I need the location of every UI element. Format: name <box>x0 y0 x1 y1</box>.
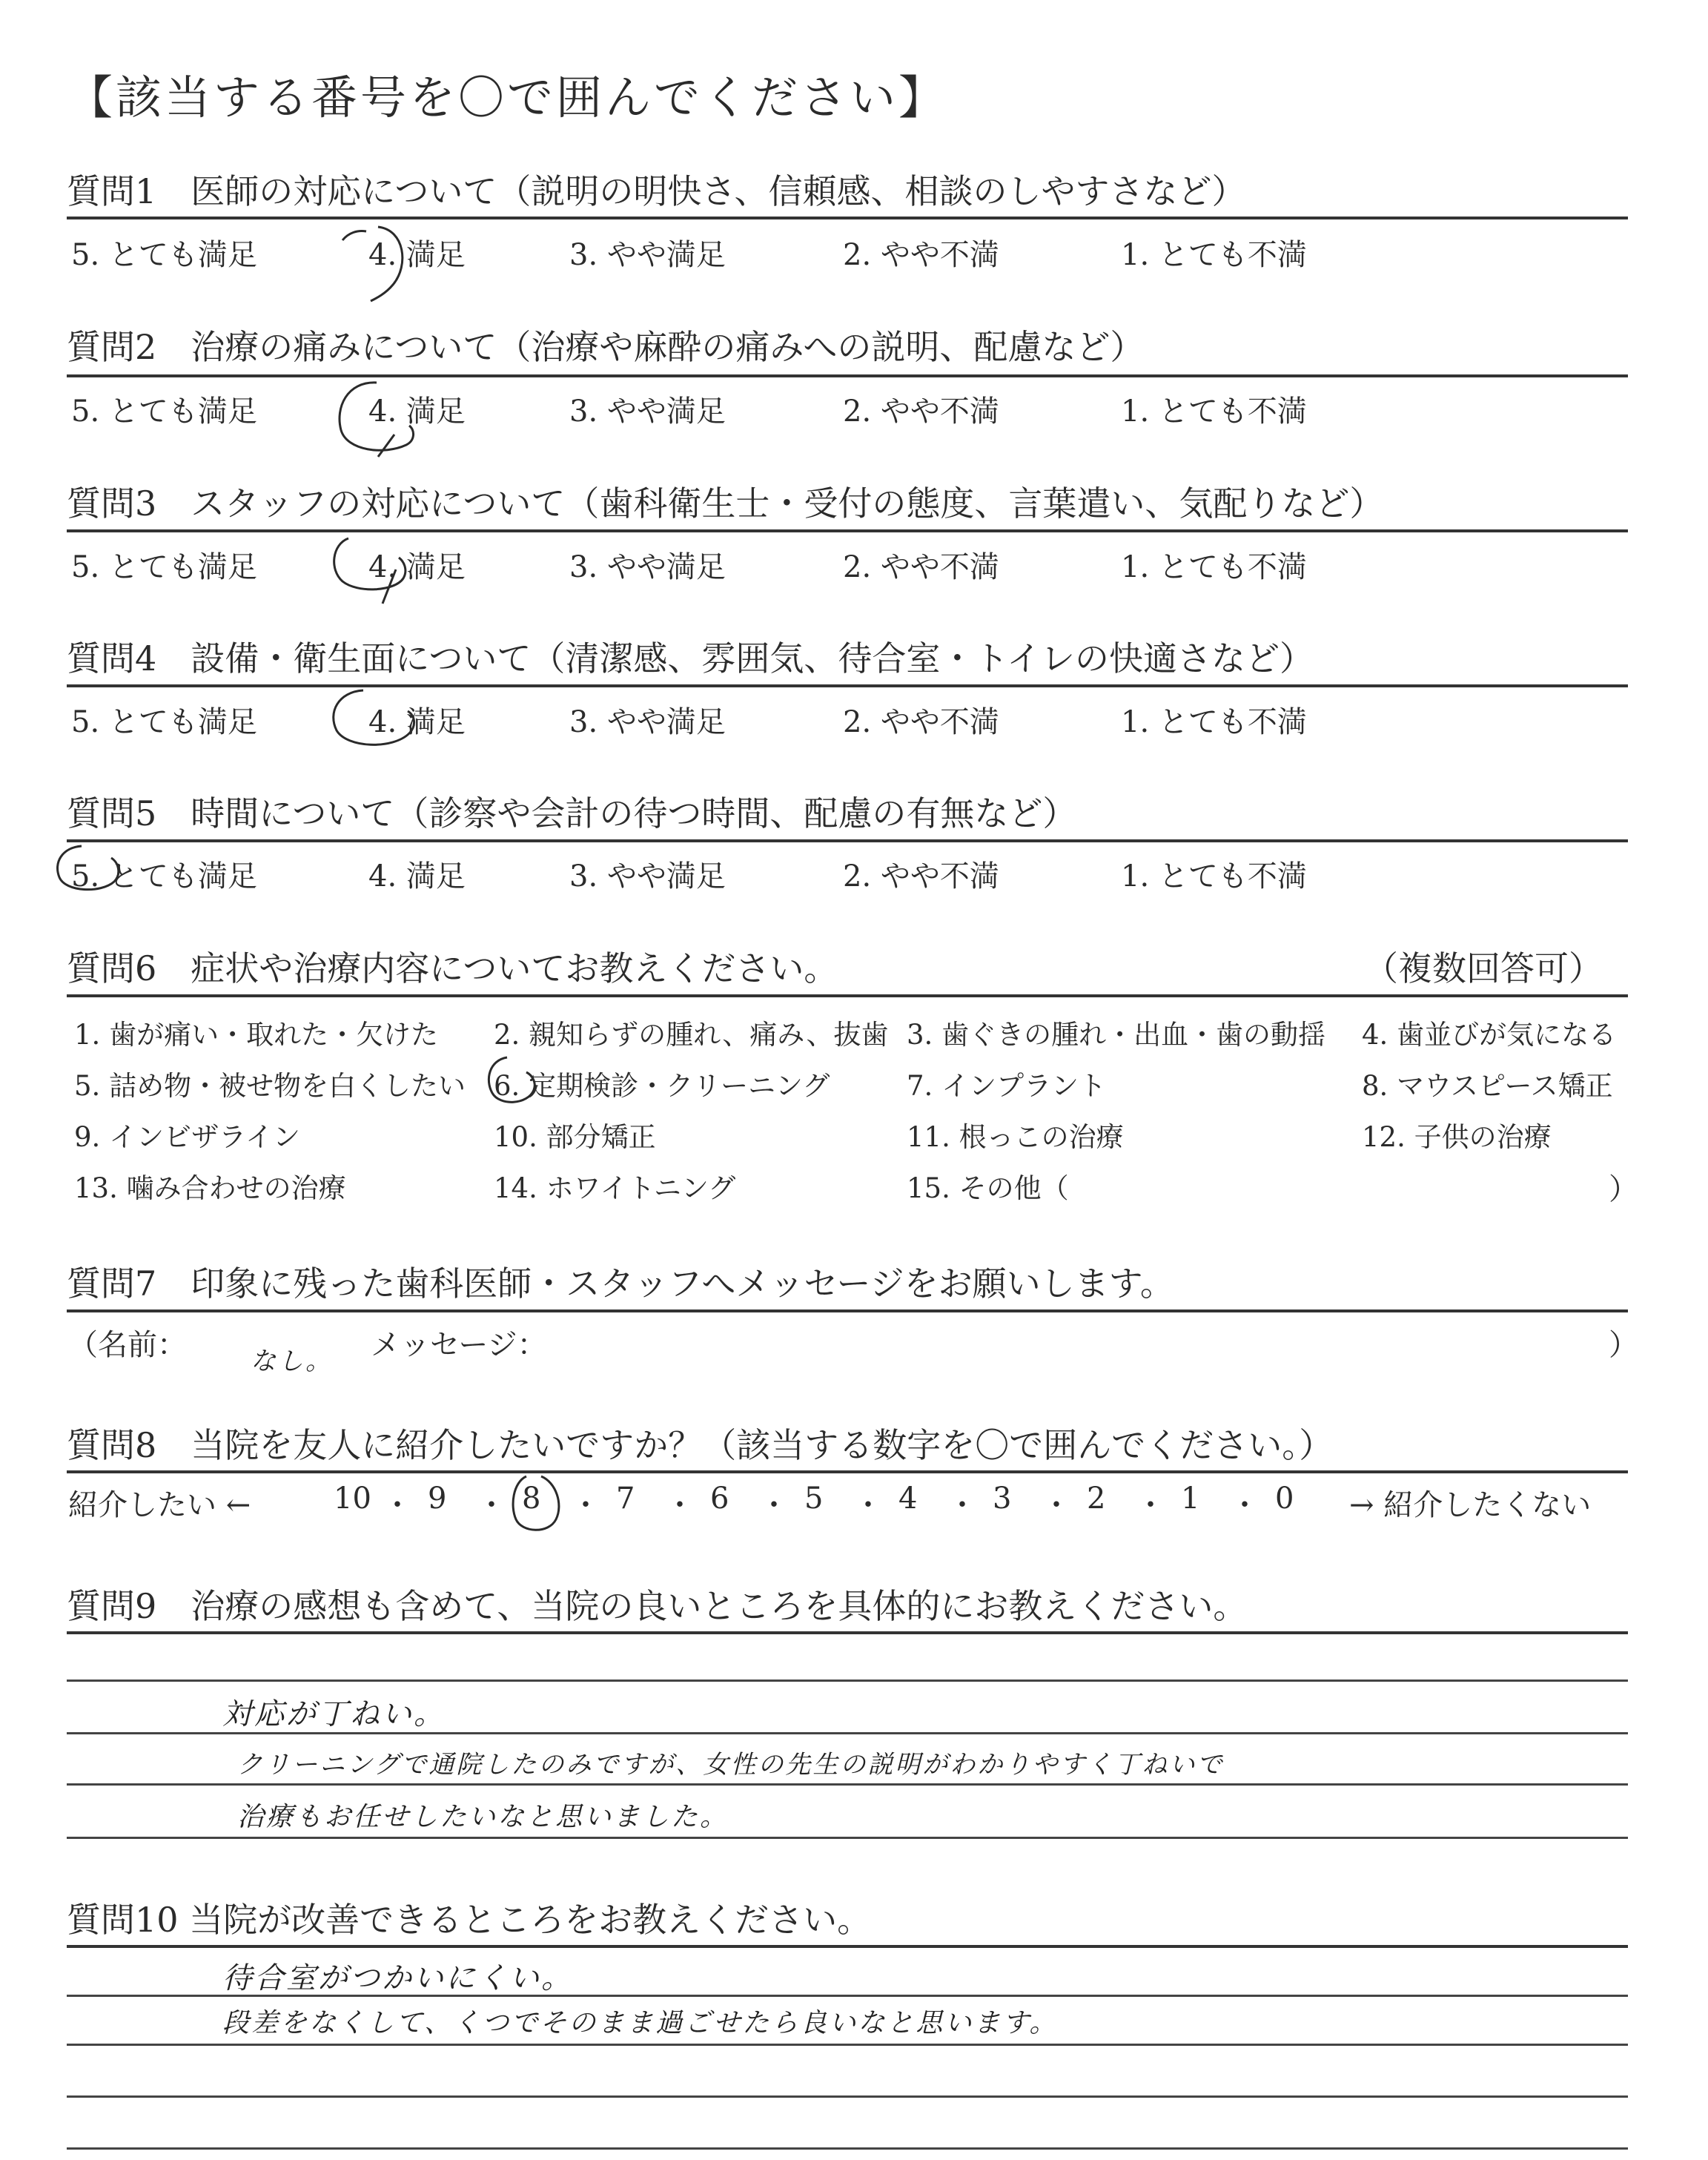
q9-answer-text-1: 対応が丁ねい。 <box>222 1697 446 1731</box>
q8-scale-separator: ・ <box>477 1488 506 1522</box>
q6-option-15[interactable]: 15. その他（ <box>907 1172 1069 1204</box>
q10-answer-text-2: 段差をなくして、くつでそのまま過ごせたら良いなと思います。 <box>222 2008 1059 2038</box>
q7-message-label[interactable]: メッセージ： <box>371 1328 547 1362</box>
q8-right-label: → 紹介したくない <box>1349 1488 1592 1522</box>
q6-option-12[interactable]: 12. 子供の治療 <box>1362 1121 1552 1153</box>
q8-left-label: 紹介したい ← <box>68 1488 251 1522</box>
q8-scale-value[interactable]: 10 <box>334 1482 371 1516</box>
q6-option-6[interactable]: 6. 定期検診・クリーニング <box>494 1070 830 1102</box>
q1-option-2[interactable]: 2. やや不満 <box>843 238 999 272</box>
question-6-note: （複数回答可） <box>1364 948 1603 988</box>
question-8-title: 質問8 当院を友人に紹介したいですか？（該当する数字を〇で囲んでください。） <box>67 1425 1334 1465</box>
q7-name-label: （名前： <box>68 1328 187 1362</box>
q1-option-1[interactable]: 1. とても不満 <box>1121 238 1307 272</box>
q2-option-3[interactable]: 3. やや満足 <box>569 394 726 429</box>
question-7-title: 質問7 印象に残った歯科医師・スタッフへメッセージをお願いします。 <box>67 1264 1174 1304</box>
q1-selection-mark <box>332 221 414 303</box>
q3-option-3[interactable]: 3. やや満足 <box>569 550 726 584</box>
q6-option-8[interactable]: 8. マウスピース矯正 <box>1362 1070 1613 1102</box>
q5-option-1[interactable]: 1. とても不満 <box>1121 859 1307 894</box>
q8-scale-separator: ・ <box>759 1488 789 1522</box>
q8-scale-separator: ・ <box>1042 1488 1071 1522</box>
q2-option-1[interactable]: 1. とても不満 <box>1121 394 1307 429</box>
q8-scale-separator: ・ <box>853 1488 883 1522</box>
q8-scale-value[interactable]: 0 <box>1275 1482 1294 1516</box>
q8-selection-mark <box>507 1472 566 1539</box>
q6-option-14[interactable]: 14. ホワイトニング <box>494 1172 736 1204</box>
question-1-rule <box>67 217 1628 219</box>
q8-scale-separator: ・ <box>383 1488 412 1522</box>
q8-scale-value[interactable]: 6 <box>710 1482 729 1516</box>
q4-option-2[interactable]: 2. やや不満 <box>843 705 999 739</box>
form-header: 【該当する番号を〇で囲んでください】 <box>67 70 948 125</box>
q8-scale-value[interactable]: 2 <box>1087 1482 1106 1516</box>
q8-scale-value[interactable]: 1 <box>1181 1482 1200 1516</box>
q2-option-4[interactable]: 4. 満足 <box>368 394 466 429</box>
question-9-title: 質問9 治療の感想も含めて、当院の良いところを具体的にお教えください。 <box>67 1586 1248 1626</box>
q8-scale-value[interactable]: 8 <box>522 1482 541 1516</box>
q10-answer-line-4 <box>67 2147 1628 2150</box>
q5-option-5[interactable]: 5. とても満足 <box>71 859 257 894</box>
question-4-title: 質問4 設備・衛生面について（清潔感、雰囲気、待合室・トイレの快適さなど） <box>67 638 1314 678</box>
q10-answer-line-3 <box>67 2095 1628 2098</box>
q4-option-1[interactable]: 1. とても不満 <box>1121 705 1307 739</box>
question-10-rule <box>67 1945 1628 1948</box>
q1-option-3[interactable]: 3. やや満足 <box>569 238 726 272</box>
question-5-rule <box>67 839 1628 842</box>
q3-option-1[interactable]: 1. とても不満 <box>1121 550 1307 584</box>
question-3-rule <box>67 529 1628 532</box>
q6-selection-mark <box>482 1053 541 1112</box>
q6-option-7[interactable]: 7. インプラント <box>907 1070 1107 1102</box>
q4-option-3[interactable]: 3. やや満足 <box>569 705 726 739</box>
question-4-rule <box>67 684 1628 687</box>
q8-scale-value[interactable]: 5 <box>804 1482 824 1516</box>
q3-selection-mark <box>326 532 415 607</box>
q6-option-9[interactable]: 9. インビザライン <box>74 1121 300 1153</box>
q5-option-4[interactable]: 4. 満足 <box>368 859 466 894</box>
question-10-title: 質問10 当院が改善できるところをお教えください。 <box>67 1900 872 1940</box>
q7-close-paren: ） <box>1609 1328 1638 1362</box>
q6-option-4[interactable]: 4. 歯並びが気になる <box>1362 1019 1617 1051</box>
q8-scale-separator: ・ <box>947 1488 977 1522</box>
q2-option-2[interactable]: 2. やや不満 <box>843 394 999 429</box>
q6-option-2[interactable]: 2. 親知らずの腫れ、痛み、抜歯 <box>494 1019 889 1051</box>
q6-option-13[interactable]: 13. 噛み合わせの治療 <box>74 1172 346 1204</box>
q7-name-handwritten: なし。 <box>251 1347 333 1376</box>
q6-option-1[interactable]: 1. 歯が痛い・取れた・欠けた <box>74 1019 439 1051</box>
q9-answer-line-1 <box>67 1680 1628 1682</box>
q3-option-2[interactable]: 2. やや不満 <box>843 550 999 584</box>
q4-option-4[interactable]: 4. 満足 <box>368 705 466 739</box>
q6-option-3[interactable]: 3. 歯ぐきの腫れ・出血・歯の動揺 <box>907 1019 1326 1051</box>
question-8-rule <box>67 1470 1628 1473</box>
question-9-rule <box>67 1631 1628 1634</box>
q8-scale-value[interactable]: 7 <box>616 1482 635 1516</box>
q6-other-close-paren: ） <box>1609 1172 1638 1206</box>
q5-option-2[interactable]: 2. やや不満 <box>843 859 999 894</box>
q2-option-5[interactable]: 5. とても満足 <box>71 394 257 429</box>
q9-answer-text-3: 治療もお任せしたいなと思いました。 <box>237 1802 729 1832</box>
q6-option-11[interactable]: 11. 根っこの治療 <box>907 1121 1124 1153</box>
question-2-rule <box>67 374 1628 377</box>
q9-answer-line-4 <box>67 1837 1628 1839</box>
q5-selection-mark <box>52 842 126 901</box>
q4-selection-mark <box>326 686 423 753</box>
q9-answer-text-2: クリーニングで通院したのみですが、女性の先生の説明がわかりやすく丁ねいで <box>237 1750 1225 1780</box>
question-6-title: 質問6 症状や治療内容についてお教えください。 <box>67 948 838 988</box>
q8-scale-separator: ・ <box>665 1488 695 1522</box>
question-7-rule <box>67 1309 1628 1312</box>
q9-answer-line-3 <box>67 1783 1628 1786</box>
q3-option-5[interactable]: 5. とても満足 <box>71 550 257 584</box>
q10-answer-text-1: 待合室がつかいにくい。 <box>222 1961 573 1995</box>
q6-option-5[interactable]: 5. 詰め物・被せ物を白くしたい <box>74 1070 466 1102</box>
q8-scale-value[interactable]: 9 <box>428 1482 447 1516</box>
question-6-rule <box>67 994 1628 997</box>
q8-scale-separator: ・ <box>1136 1488 1165 1522</box>
q1-option-5[interactable]: 5. とても満足 <box>71 238 257 272</box>
q8-scale-value[interactable]: 4 <box>898 1482 918 1516</box>
q5-option-3[interactable]: 3. やや満足 <box>569 859 726 894</box>
q8-scale-separator: ・ <box>1230 1488 1260 1522</box>
question-3-title: 質問3 スタッフの対応について（歯科衛生士・受付の態度、言葉遣い、気配りなど） <box>67 483 1384 524</box>
q10-answer-line-2 <box>67 2044 1628 2046</box>
q8-scale-value[interactable]: 3 <box>993 1482 1012 1516</box>
question-5-title: 質問5 時間について（診察や会計の待つ時間、配慮の有無など） <box>67 793 1077 833</box>
q1-option-4[interactable]: 4. 満足 <box>368 238 466 272</box>
question-1-title: 質問1 医師の対応について（説明の明快さ、信頼感、相談のしやすさなど） <box>67 171 1246 211</box>
q3-option-4[interactable]: 4. 満足 <box>368 550 466 584</box>
q4-option-5[interactable]: 5. とても満足 <box>71 705 257 739</box>
q6-option-10[interactable]: 10. 部分矯正 <box>494 1121 656 1153</box>
question-2-title: 質問2 治療の痛みについて（治療や麻酔の痛みへの説明、配慮など） <box>67 327 1145 367</box>
q2-selection-mark <box>332 378 421 460</box>
q8-scale-separator: ・ <box>571 1488 600 1522</box>
